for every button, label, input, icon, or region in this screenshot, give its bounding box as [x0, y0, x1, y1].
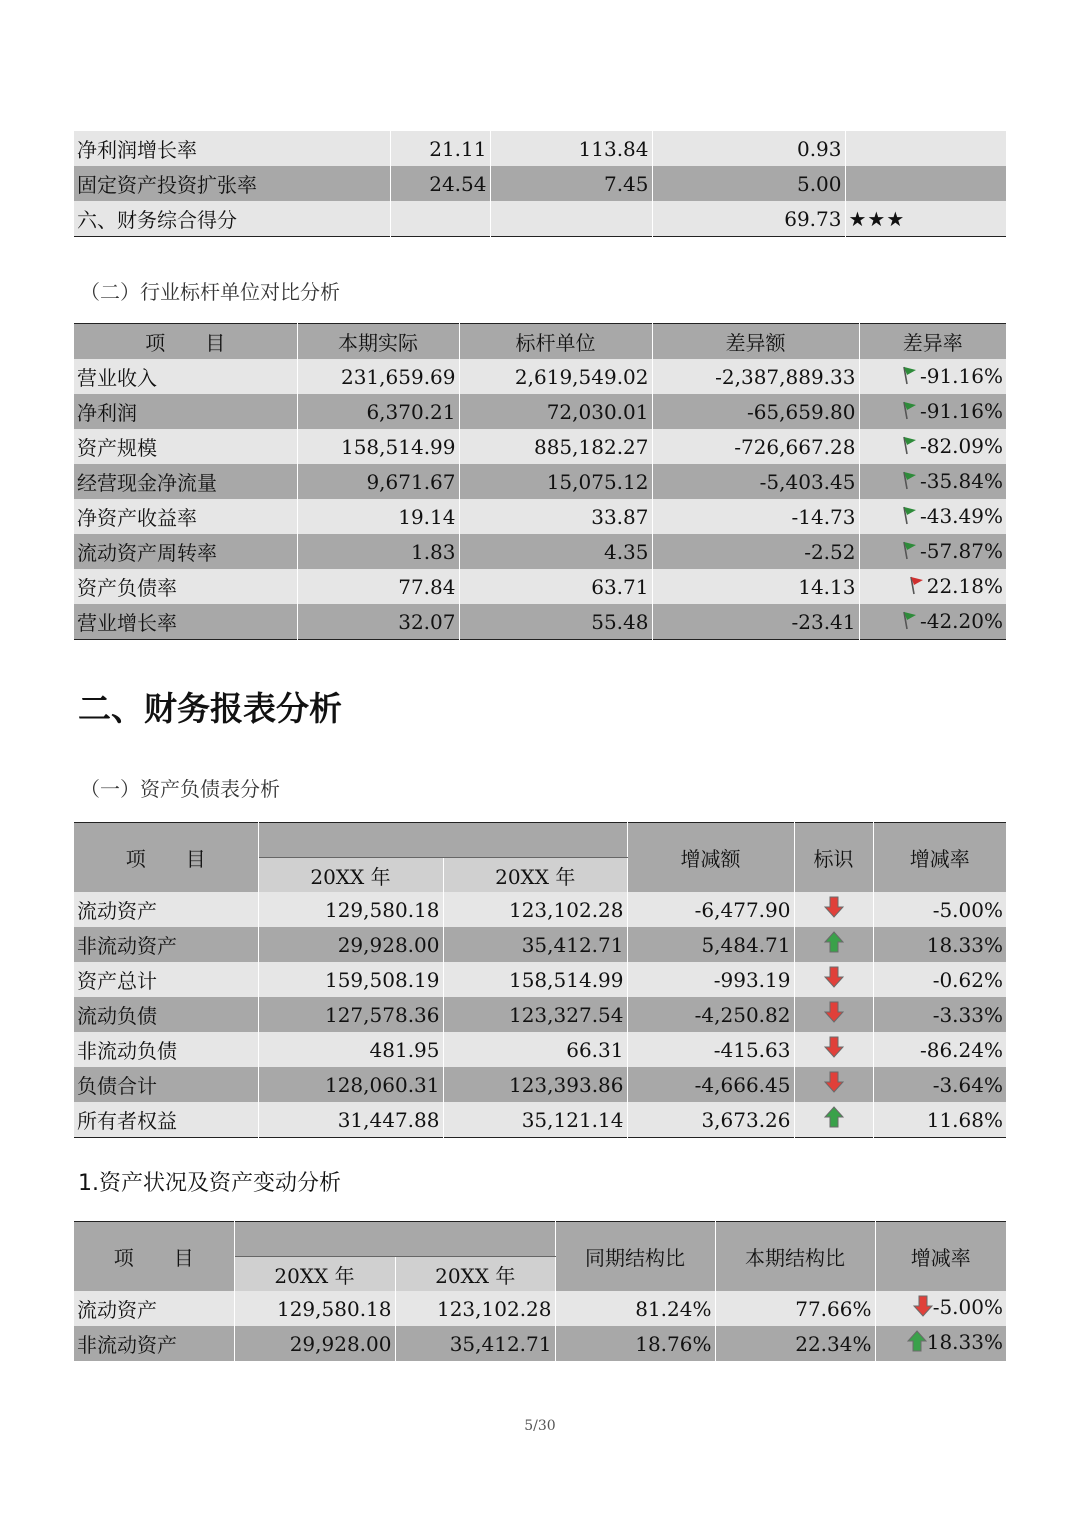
arrow-down-icon [824, 1036, 844, 1063]
indicator-value-3: 0.93 [652, 131, 845, 166]
bs-header-change: 增减额 [627, 823, 794, 893]
rate-value: -43.49% [919, 503, 1003, 528]
bs-header-year1: 20XX 年 [258, 858, 443, 893]
bs-header-mark: 标识 [794, 823, 873, 893]
asset-header-current: 本期结构比 [715, 1222, 875, 1292]
item-name: 非流动资产 [74, 1326, 234, 1361]
table-row [74, 499, 1006, 534]
green-flag-icon [901, 610, 919, 635]
balance-sheet-table [74, 822, 1006, 1138]
header-benchmark: 标杆单位 [459, 324, 652, 360]
table-row [74, 1291, 1006, 1326]
item-name: 流动资产周转率 [74, 534, 297, 569]
rate-cell [859, 394, 1006, 429]
indicator-value-2: 7.45 [490, 166, 652, 201]
year2-value: 35,412.71 [395, 1326, 555, 1361]
rate-value: -35.84% [919, 468, 1003, 493]
year2-value: 123,327.54 [443, 997, 627, 1032]
green-flag-icon [901, 505, 919, 530]
actual-value: 6,370.21 [297, 394, 459, 429]
table-row [74, 569, 1006, 604]
asset-header-rate: 增减率 [875, 1222, 1006, 1292]
year2-value: 35,121.14 [443, 1102, 627, 1138]
rate-cell [875, 1326, 1006, 1361]
table-row [74, 1102, 1006, 1138]
diff-value: 14.13 [652, 569, 859, 604]
actual-value: 9,671.67 [297, 464, 459, 499]
benchmark-value: 55.48 [459, 604, 652, 640]
green-flag-icon [901, 470, 919, 495]
table-row [74, 394, 1006, 429]
item-name: 流动资产 [74, 892, 258, 927]
asset-section-title: 1.资产状况及资产变动分析 [78, 1171, 341, 1196]
mark-cell [794, 927, 873, 962]
mark-cell [794, 997, 873, 1032]
benchmark-value: 15,075.12 [459, 464, 652, 499]
green-flag-icon [901, 400, 919, 425]
diff-value: -2,387,889.33 [652, 359, 859, 394]
indicator-value-2 [490, 201, 652, 237]
change-value: 5,484.71 [627, 927, 794, 962]
indicator-name: 净利润增长率 [74, 131, 390, 166]
item-name: 营业增长率 [74, 604, 297, 640]
year2-value: 35,412.71 [443, 927, 627, 962]
indicator-name: 固定资产投资扩张率 [74, 166, 390, 201]
item-name: 净利润 [74, 394, 297, 429]
header-item: 项 目 [74, 324, 297, 360]
red-flag-icon [908, 575, 926, 600]
rate-cell [859, 569, 1006, 604]
item-name: 非流动负债 [74, 1032, 258, 1067]
table-row [74, 962, 1006, 997]
item-name: 流动负债 [74, 997, 258, 1032]
arrow-down-icon [824, 966, 844, 993]
balance-sheet-title: （一）资产负债表分析 [80, 777, 280, 801]
arrow-up-icon [907, 1330, 927, 1357]
year2-value: 123,102.28 [443, 892, 627, 927]
table-row [74, 1032, 1006, 1067]
current-ratio: 22.34% [715, 1326, 875, 1361]
arrow-down-icon [824, 1071, 844, 1098]
indicator-value-3: 5.00 [652, 166, 845, 201]
item-name: 非流动资产 [74, 927, 258, 962]
indicator-value-1 [390, 201, 490, 237]
rate-value: -3.64% [873, 1067, 1006, 1102]
header-rate: 差异率 [859, 324, 1006, 360]
diff-value: -2.52 [652, 534, 859, 569]
actual-value: 19.14 [297, 499, 459, 534]
benchmark-value: 33.87 [459, 499, 652, 534]
mark-cell [794, 962, 873, 997]
rate-value: 18.33% [873, 927, 1006, 962]
year2-value: 123,393.86 [443, 1067, 627, 1102]
rate-value: -91.16% [919, 363, 1003, 388]
page-number: 5/30 [524, 1418, 556, 1434]
green-flag-icon [901, 365, 919, 390]
diff-value: -726,667.28 [652, 429, 859, 464]
bs-header-rate: 增减率 [873, 823, 1006, 893]
indicator-value-2: 113.84 [490, 131, 652, 166]
table-row [74, 604, 1006, 640]
item-name: 流动资产 [74, 1291, 234, 1326]
year1-value: 29,928.00 [258, 927, 443, 962]
actual-value: 77.84 [297, 569, 459, 604]
actual-value: 158,514.99 [297, 429, 459, 464]
rate-cell [859, 534, 1006, 569]
benchmark-value: 885,182.27 [459, 429, 652, 464]
asset-header-year1: 20XX 年 [234, 1257, 395, 1292]
mark-cell [794, 1102, 873, 1138]
rate-value: -57.87% [919, 538, 1003, 563]
rate-value: -0.62% [873, 962, 1006, 997]
rate-value: 22.18% [926, 573, 1003, 598]
year1-value: 31,447.88 [258, 1102, 443, 1138]
table-row [74, 464, 1006, 499]
actual-value: 231,659.69 [297, 359, 459, 394]
section-heading: 二、财务报表分析 [78, 689, 342, 728]
indicator-value-3: 69.73 [652, 201, 845, 237]
asset-header-year2: 20XX 年 [395, 1257, 555, 1292]
asset-header-item: 项 目 [74, 1222, 234, 1292]
header-diff: 差异额 [652, 324, 859, 360]
item-name: 营业收入 [74, 359, 297, 394]
actual-value: 32.07 [297, 604, 459, 640]
item-name: 资产负债率 [74, 569, 297, 604]
change-value: -415.63 [627, 1032, 794, 1067]
rate-cell [859, 604, 1006, 640]
table-row [74, 131, 1006, 166]
table-row [74, 1067, 1006, 1102]
arrow-up-icon [824, 931, 844, 958]
benchmark-table [74, 323, 1006, 640]
rate-cell [859, 499, 1006, 534]
rate-value: -82.09% [919, 433, 1003, 458]
rate-cell [859, 359, 1006, 394]
rate-value: -5.00% [932, 1295, 1003, 1319]
table-row [74, 201, 1006, 237]
year1-value: 129,580.18 [234, 1291, 395, 1326]
table-row [74, 166, 1006, 201]
year1-value: 29,928.00 [234, 1326, 395, 1361]
table-row [74, 927, 1006, 962]
rate-value: 11.68% [873, 1102, 1006, 1138]
green-flag-icon [901, 540, 919, 565]
table-row [74, 359, 1006, 394]
rate-value: -3.33% [873, 997, 1006, 1032]
year1-value: 159,508.19 [258, 962, 443, 997]
year1-value: 481.95 [258, 1032, 443, 1067]
arrow-down-icon [824, 896, 844, 923]
diff-value: -5,403.45 [652, 464, 859, 499]
item-name: 经营现金净流量 [74, 464, 297, 499]
arrow-up-icon [824, 1106, 844, 1133]
indicator-name: 六、财务综合得分 [74, 201, 390, 237]
table-row [74, 1326, 1006, 1361]
table-row [74, 892, 1006, 927]
asset-structure-table [74, 1221, 1006, 1361]
bs-header-years-group [258, 823, 627, 858]
item-name: 净资产收益率 [74, 499, 297, 534]
table-row [74, 997, 1006, 1032]
benchmark-value: 4.35 [459, 534, 652, 569]
prior-ratio: 18.76% [555, 1326, 715, 1361]
indicator-value-1: 24.54 [390, 166, 490, 201]
change-value: -993.19 [627, 962, 794, 997]
benchmark-header-row [74, 324, 1006, 360]
table-row [74, 534, 1006, 569]
mark-cell [794, 1067, 873, 1102]
item-name: 所有者权益 [74, 1102, 258, 1138]
rating-stars: ★★★ [845, 201, 1006, 237]
rate-value: -86.24% [873, 1032, 1006, 1067]
item-name: 负债合计 [74, 1067, 258, 1102]
rate-value: -5.00% [873, 892, 1006, 927]
arrow-down-icon [913, 1295, 933, 1322]
mark-cell [794, 892, 873, 927]
indicator-table [74, 131, 1006, 237]
rate-value: -91.16% [919, 398, 1003, 423]
benchmark-value: 63.71 [459, 569, 652, 604]
table-row [74, 429, 1006, 464]
rate-value: 18.33% [926, 1330, 1003, 1354]
change-value: -4,666.45 [627, 1067, 794, 1102]
prior-ratio: 81.24% [555, 1291, 715, 1326]
change-value: -6,477.90 [627, 892, 794, 927]
diff-value: -65,659.80 [652, 394, 859, 429]
actual-value: 1.83 [297, 534, 459, 569]
mark-cell [794, 1032, 873, 1067]
year1-value: 127,578.36 [258, 997, 443, 1032]
green-flag-icon [901, 435, 919, 460]
diff-value: -14.73 [652, 499, 859, 534]
diff-value: -23.41 [652, 604, 859, 640]
current-ratio: 77.66% [715, 1291, 875, 1326]
year2-value: 123,102.28 [395, 1291, 555, 1326]
arrow-down-icon [824, 1001, 844, 1028]
year2-value: 158,514.99 [443, 962, 627, 997]
year2-value: 66.31 [443, 1032, 627, 1067]
item-name: 资产总计 [74, 962, 258, 997]
change-value: -4,250.82 [627, 997, 794, 1032]
year1-value: 129,580.18 [258, 892, 443, 927]
item-name: 资产规模 [74, 429, 297, 464]
rate-value: -42.20% [919, 608, 1003, 633]
benchmark-value: 2,619,549.02 [459, 359, 652, 394]
rate-cell [859, 429, 1006, 464]
asset-header-years-group [234, 1222, 555, 1257]
rate-cell [875, 1291, 1006, 1326]
rate-cell [859, 464, 1006, 499]
year1-value: 128,060.31 [258, 1067, 443, 1102]
asset-header-prior: 同期结构比 [555, 1222, 715, 1292]
benchmark-value: 72,030.01 [459, 394, 652, 429]
benchmark-title: （二）行业标杆单位对比分析 [80, 280, 340, 304]
header-actual: 本期实际 [297, 324, 459, 360]
change-value: 3,673.26 [627, 1102, 794, 1138]
indicator-value-1: 21.11 [390, 131, 490, 166]
bs-header-item: 项 目 [74, 823, 258, 893]
rating-stars [845, 166, 1006, 201]
bs-header-year2: 20XX 年 [443, 858, 627, 893]
rating-stars [845, 131, 1006, 166]
